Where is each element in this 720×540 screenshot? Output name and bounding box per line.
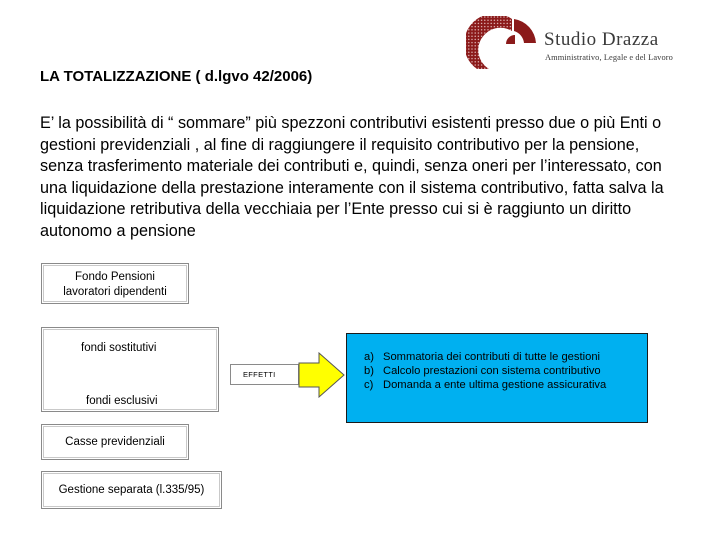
fondi-sostitutivi-label: fondi sostitutivi	[81, 342, 157, 354]
fondi-box	[41, 327, 219, 412]
result-item: b) Calcolo prestazioni con sistema contributivo	[364, 365, 601, 377]
result-item: c) Domanda a ente ultima gestione assicurativa	[364, 379, 607, 391]
right-arrow-icon	[298, 352, 346, 398]
studio-logo	[466, 16, 716, 72]
effects-result-box	[346, 333, 648, 423]
slide-title: LA TOTALIZZAZIONE ( d.lgvo 42/2006)	[40, 68, 313, 85]
result-item: a) Sommatoria dei contributi di tutte le gestioni	[364, 351, 601, 363]
slide-body: E’ la possibilità di “ sommare” più spezzoni contributivi esistenti presso due o più Enti o gestioni previdenziali , al fine di raggiungere il requisito contributivo per la pensione, senza trasferimento materiale dei contributi e, quindi, senza oneri per l’interessato, con una liquidazione della prestazione interamente con il sistema contributivo, fatta salva la liquidazione retributiva della vecchiaia per l’Ente presso cui si è raggiunto un diritto autonomo a pensione	[40, 114, 664, 240]
logo-name: Studio Drazza	[544, 29, 659, 50]
logo-mark-icon	[466, 16, 542, 72]
fondo-pensioni-line1: Fondo Pensioni	[75, 271, 155, 283]
fondi-esclusivi-label: fondi esclusivi	[86, 395, 158, 407]
effetti-box: EFFETTI	[230, 364, 299, 385]
fondo-pensioni-line2: lavoratori dipendenti	[63, 286, 167, 298]
gestione-separata-box: Gestione separata (l.335/95)	[41, 471, 222, 509]
logo-tagline: Amministrativo, Legale e del Lavoro	[545, 53, 673, 62]
casse-previdenziali-box: Casse previdenziali	[41, 424, 189, 460]
fondo-pensioni-box	[41, 263, 189, 304]
